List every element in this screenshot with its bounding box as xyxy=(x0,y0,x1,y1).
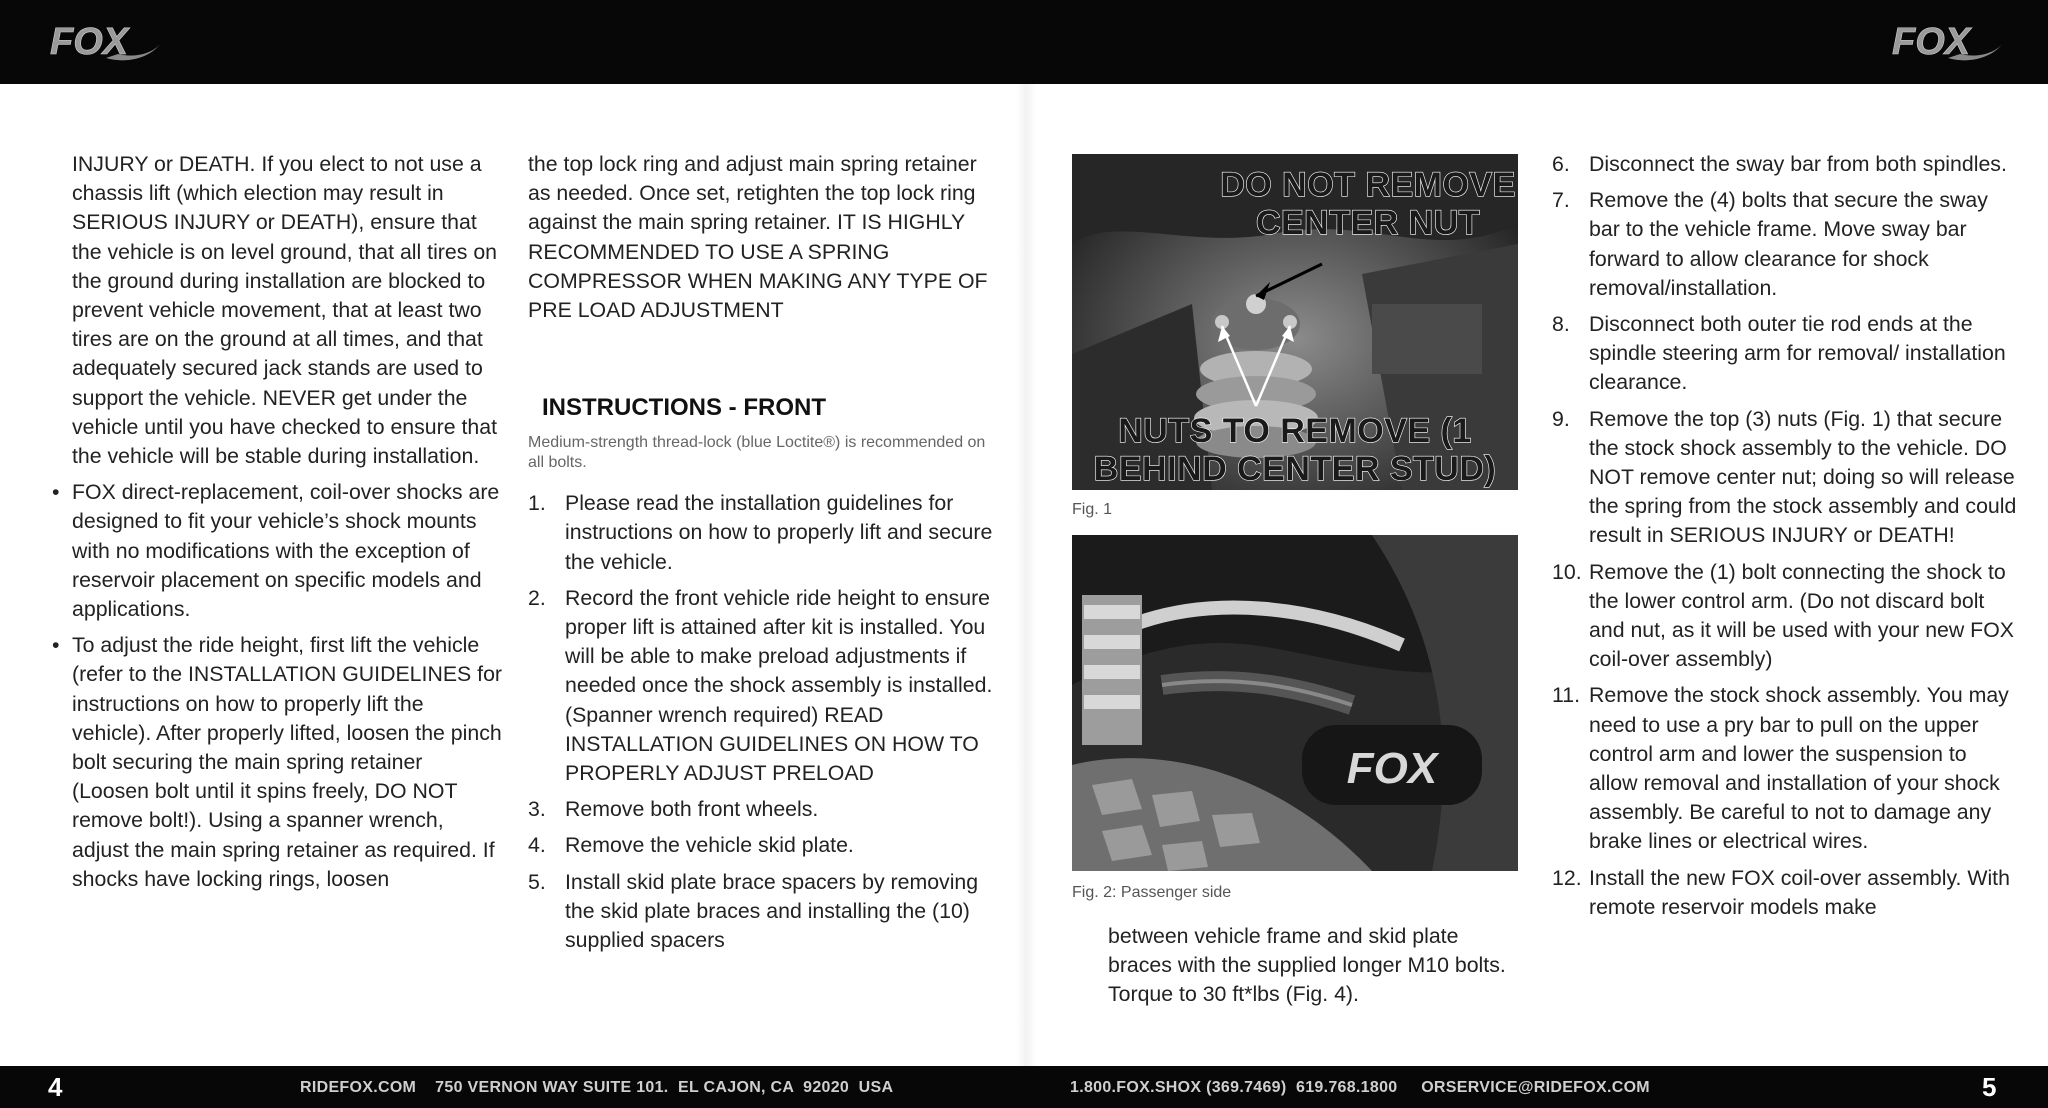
list-item: 3. Remove both front wheels. xyxy=(528,797,819,822)
left-column-1 xyxy=(72,150,502,894)
fig2-photo xyxy=(1072,535,1518,871)
instruction-list-continued xyxy=(1552,150,2018,922)
left-column-2 xyxy=(528,150,998,962)
list-item: 6. Disconnect the sway bar from both spindles. xyxy=(1552,152,2007,176)
fig1-photo xyxy=(1072,154,1518,490)
fig1-caption: Fig. 1 xyxy=(1072,501,1113,518)
fox-logo-right xyxy=(1888,18,2004,66)
continued-paragraph: between vehicle frame and skid plate braces with the supplied longer M10 bolts. Torque to 30 ft*lbs (Fig. 4). xyxy=(1108,924,1506,1007)
header-bar xyxy=(0,0,2048,84)
page-number-left: 4 xyxy=(48,1072,63,1102)
svg-text:FOX: FOX xyxy=(1346,744,1438,793)
instruction-list-front xyxy=(528,489,998,955)
right-column-1-text xyxy=(1108,922,1518,1010)
passenger-side-photo-illustration xyxy=(1072,535,1518,871)
list-item: 12. Install the new FOX coil-over assembly. With remote reservoir models make xyxy=(1552,865,2010,919)
list-item: 5. Install skid plate brace spacers by removing the skid plate braces and installing the (10) supplied spacers xyxy=(528,869,979,953)
intro-paragraph: INJURY or DEATH. If you elect to not use a chassis lift (which election may result in SERIOUS INJURY or DEATH), ensure that the vehicle is on level ground, that all tires on the ground during installation are blocked to prevent vehicle movement, that at least two tires are on the ground at all times, and that adequately secured jack stands are used to support the vehicle. NEVER get under the vehicle until you have checked to ensure that the vehicle will be stable during installation. xyxy=(72,152,498,469)
list-item: 11. Remove the stock shock assembly. You may need to use a pry bar to pull on the upper control arm and lower the suspension to allow removal and installation of your shock assembly. Be careful to not to damage any brake lines or electrical wires. xyxy=(1552,683,2009,854)
list-item: 10. Remove the (1) bolt connecting the shock to the lower control arm. (Do not discard bolt and nut, as it will be used with your new FOX coil-over assembly) xyxy=(1552,559,2014,672)
bullet-item: • To adjust the ride height, first lift the vehicle (refer to the INSTALLATION GUIDELINES for instructions on how to properly lift the vehicle). After properly lifted, loosen the pinch bolt securing the main spring retainer (Loosen bolt until it spins freely, DO NOT remove bolt!). Using a spanner wrench, adjust the main spring retainer as required. If shocks have locking rings, loosen xyxy=(72,631,502,894)
continued-paragraph: the top lock ring and adjust main spring retainer as needed. Once set, retighten the top lock ring against the main spring retainer. IT IS HIGHLY RECOMMENDED TO USE A SPRING COMPRESSOR WHEN MAKING ANY TYPE OF PRE LOAD ADJUSTMENT xyxy=(528,152,988,323)
fig1-label-do-not-remove: DO NOT REMOVE CENTER NUT xyxy=(1220,166,1516,242)
list-item: 4. Remove the vehicle skid plate. xyxy=(528,833,854,858)
right-column-2 xyxy=(1552,150,2018,929)
list-item: 9. Remove the top (3) nuts (Fig. 1) that secure the stock shock assembly to the vehicle. DO NOT remove center nut; doing so will release the spring from the stock assembly and could result in SERIOUS INJURY or DEATH! xyxy=(1552,406,2017,548)
footer-address: RIDEFOX.COM 750 VERNON WAY SUITE 101. EL CAJON, CA 92020 USA xyxy=(300,1079,894,1096)
logo-text: FOX xyxy=(1892,21,1971,63)
bullet-item: • FOX direct-replacement, coil-over shocks are designed to fit your vehicle’s shock mounts with no modifications with the exception of reservoir placement on specific models and applications. xyxy=(72,478,502,624)
threadlock-note: Medium-strength thread-lock (blue Loctite®) is recommended on all bolts. xyxy=(528,434,986,472)
logo-text: FOX xyxy=(50,21,129,63)
footer-contact: 1.800.FOX.SHOX (369.7469) 619.768.1800 ORSERVICE@RIDEFOX.COM xyxy=(1070,1079,1650,1096)
list-item: 1. Please read the installation guidelines for instructions on how to properly lift and secure the vehicle. xyxy=(528,491,993,574)
section-heading: INSTRUCTIONS - FRONT xyxy=(542,394,826,422)
fig2-caption: Fig. 2: Passenger side xyxy=(1072,884,1232,901)
page-number-right: 5 xyxy=(1982,1072,1997,1102)
fox-logo-left xyxy=(46,18,162,66)
list-item: 2. Record the front vehicle ride height to ensure proper lift is attained after kit is installed. You will be able to make preload adjustments if needed once the shock assembly is installed. (Spanner wrench required) READ INSTALLATION GUIDELINES ON HOW TO PROPERLY ADJUST PRELOAD xyxy=(528,585,993,786)
page-gutter xyxy=(1016,84,1036,1066)
list-item: 8. Disconnect both outer tie rod ends at the spindle steering arm for removal/ installation clearance. xyxy=(1552,312,2006,395)
list-item: 7. Remove the (4) bolts that secure the sway bar to the vehicle frame. Move sway bar forward to allow clearance for shock removal/installation. xyxy=(1552,188,1988,300)
fig1-label-nuts-to-remove: NUTS TO REMOVE (1 BEHIND CENTER STUD) xyxy=(1093,412,1497,488)
